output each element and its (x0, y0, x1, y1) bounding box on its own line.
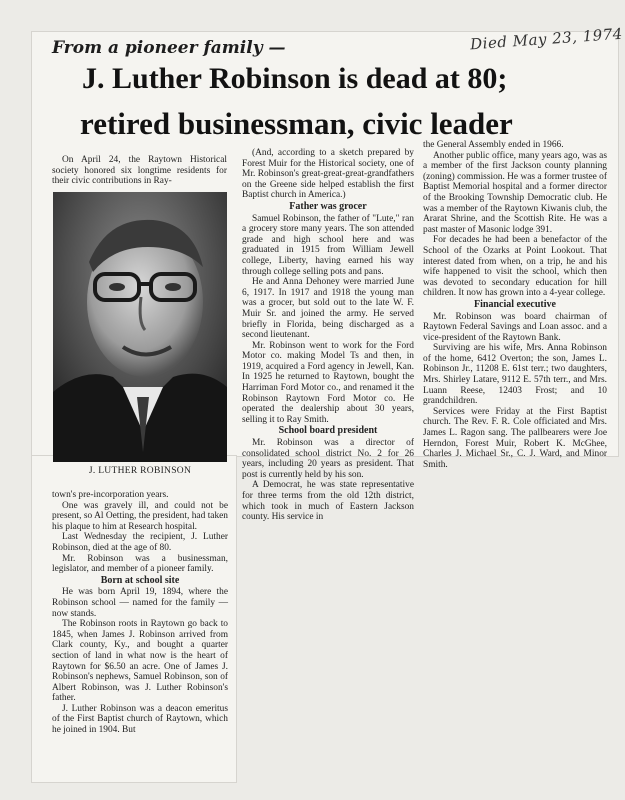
column-2 (242, 148, 414, 523)
paragraph: One was gravely ill, and could not be present, so Al Oetting, the president, had taken his plaque to him at Research hospital. (52, 500, 228, 532)
paragraph: A Democrat, he was state representative for three terms from the old 12th district, which took in much of Eastern Jackson county. His service in (242, 480, 414, 523)
kicker-line: From a pioneer family — (52, 38, 286, 58)
paragraph: He was born April 19, 1894, where the Robinson school — named for the family — now stands. (52, 587, 228, 619)
paragraph: Services were Friday at the First Baptist church. The Rev. F. R. Cole officiated and Mrs. James L. Ragon sang. The pallbearers were Joe Herndon, Forest Muir, Robert K. McGhee, Charles J. Michael Sr., C. J. Ward, and Minor Smith. (423, 406, 607, 470)
paragraph: Mr. Robinson was board chairman of Raytown Federal Savings and Loan assoc. and a vice-president of the Raytown Bank. (423, 311, 607, 343)
subhead-financial: Financial executive (474, 298, 556, 310)
paragraph: Mr. Robinson was a businessman, legislator, and member of a pioneer family. (52, 553, 228, 575)
handwritten-date-note: Died May 23, 1974 (469, 24, 624, 54)
paragraph: (And, according to a sketch prepared by Forest Muir for the Historical society, one of Mr. Robinson's great-great-great-grandfathers on the Greene side helped establish the first Baptist church in America.) (242, 148, 414, 201)
subhead-born: Born at school site (100, 574, 180, 586)
column-1-intro (52, 155, 227, 187)
paragraph: the General Assembly ended in 1966. (423, 140, 564, 150)
paragraph: Last Wednesday the recipient, J. Luther Robinson, died at the age of 80. (52, 532, 228, 553)
paragraph: Mr. Robinson went to work for the Ford Motor co. making Model Ts and then, in 1919, acquired a Ford agency in Jewell, Kan. In 1925 he returned to Raytown, bought the Harriman Ford Motor co., and renamed it the Robinson Raytown Ford Motor co. He operated the dealership about 30 years, selling it to Ray Smith. (242, 340, 414, 425)
column-3 (423, 140, 607, 470)
photo-caption: J. LUTHER ROBINSON (88, 466, 192, 476)
headline-line-1: J. Luther Robinson is dead at 80; (82, 62, 508, 95)
paragraph: Mr. Robinson was a director of consolidated school district No. 2 for 26 years, including 20 years as president. That post is currently held by his son. (242, 438, 414, 480)
portrait-photo (53, 192, 227, 462)
paragraph: Surviving are his wife, Mrs. Anna Robinson of the home, 6412 Overton; the son, James L. Robinson Jr., 11208 E. 61st terr.; two daughters, Mrs. Shirley Latare, 9112 E. 57th terr., and Mrs. Luann Reese, 12403 Frost; and 10 grandchildren. (423, 343, 607, 407)
column-1-continuation (52, 490, 228, 736)
paragraph: town's pre-incorporation years. (52, 490, 169, 500)
paragraph: Another public office, many years ago, was as a member of the first Jackson county planning (zoning) commission. He was a former trustee of Baptist Memorial hospital and a former director of the Brooking Township Democratic club. He was a member of the Raytown Kiwanis club, the Ararat Shrine, and the Scottish Rite. He was a past master of Masonic lodge 391. (423, 150, 607, 235)
paragraph: For decades he had been a benefactor of the School of the Ozarks at Point Lookout. That interest dated from when, on a trip, he and his wife happened to visit the school, which then was devoted to secondary education for hill children. It now has grown into a 4-year college. (423, 235, 607, 299)
subhead-school: School board president (278, 425, 378, 437)
paragraph: J. Luther Robinson was a deacon emeritus of the First Baptist church of Raytown, which he joined in 1904. But (52, 703, 228, 736)
headline-line-2: retired businessman, civic leader (80, 106, 513, 141)
intro-paragraph: On April 24, the Raytown Historical society honored six longtime residents for their civic contributions in Ray- (52, 155, 227, 187)
paragraph: The Robinson roots in Raytown go back to 1845, when James J. Robinson arrived from Clark county, Ky., and bought a quarter section of land in what now is the heart of Raytown for $6.50 an acre. One of James J. Robinson's nephews, Samuel Robinson, son of Albert Robinson, was J. Luther Robinson's father. (52, 619, 228, 704)
paragraph: He and Anna Dehoney were married June 6, 1917. In 1917 and 1918 the young man was a grocer, but sold out to the late W. F. Muir Sr. and joined the army. He served briefly in Florida, being discharged as a second lieutenant. (242, 277, 414, 341)
paragraph: Samuel Robinson, the father of "Lute," ran a grocery store many years. The son attended grade and high school here and was graduated in 1915 from William Jewell college, Liberty, having earned his way through college selling pots and pans. (242, 213, 414, 277)
portrait-illustration (53, 192, 227, 462)
subhead-grocer: Father was grocer (289, 200, 367, 212)
